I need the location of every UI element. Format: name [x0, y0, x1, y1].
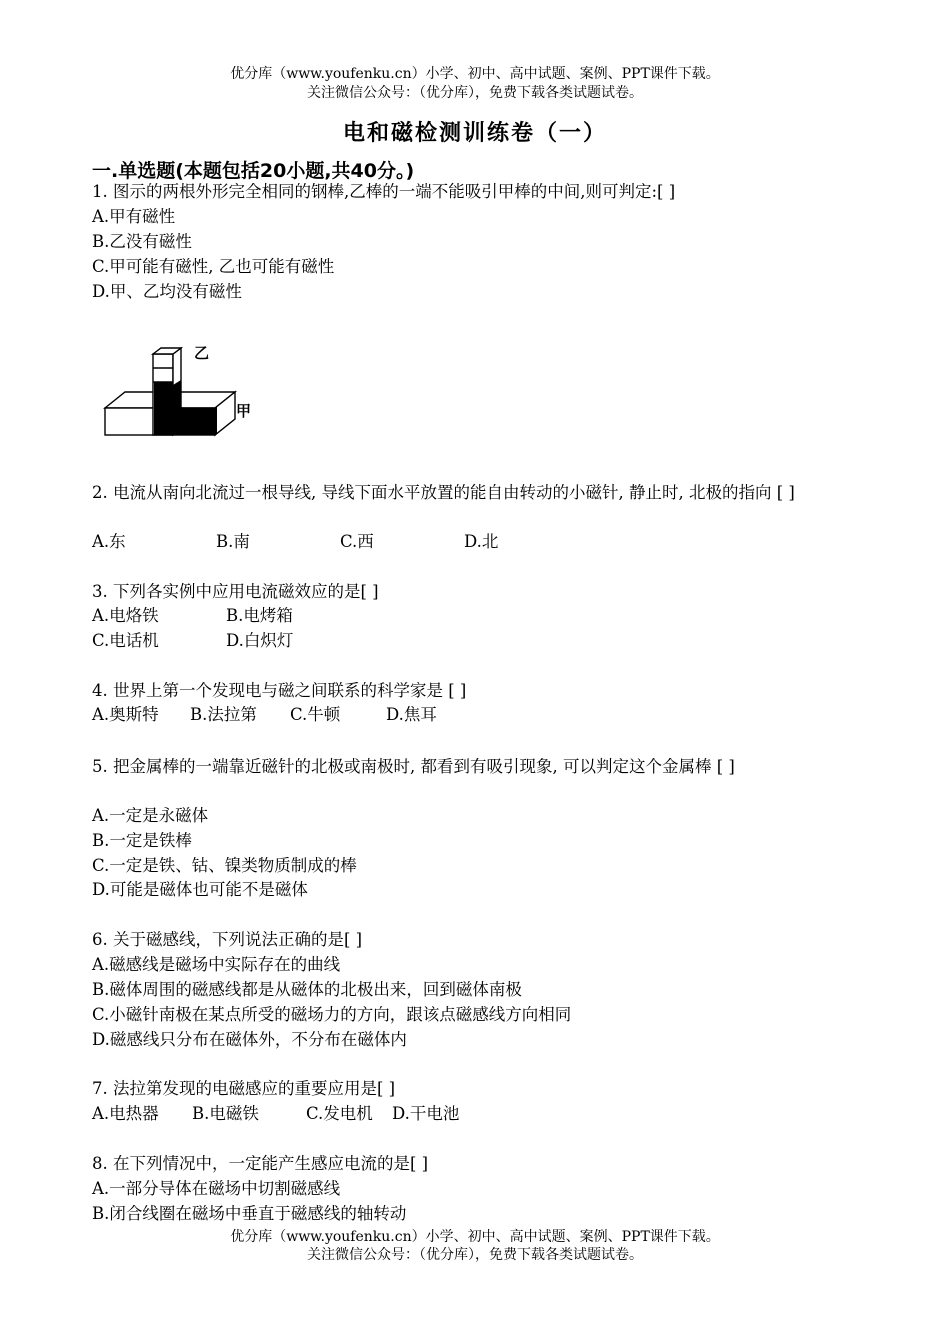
label-yi: 乙: [194, 344, 210, 362]
question-3-stem: 3. 下列各实例中应用电流磁效应的是[ ]: [92, 582, 379, 601]
question-2-option-d: D.北: [464, 532, 499, 551]
question-3-option-b: B.电烤箱: [226, 606, 293, 625]
question-2-option-b: B.南: [216, 532, 250, 551]
question-5-stem: 5. 把金属棒的一端靠近磁针的北极或南极时, 都看到有吸引现象, 可以判定这个金属棒 [ ]: [92, 757, 735, 776]
footer-line-1: 优分库（www.youfenku.cn）小学、初中、高中试题、案例、PPT课件下载。: [230, 1229, 720, 1245]
section-heading: 一.单选题(本题包括20小题,共40分。): [92, 160, 415, 182]
question-6-option-d: D.磁感线只分布在磁体外，不分布在磁体内: [92, 1030, 407, 1049]
question-4-options: [92, 704, 437, 726]
question-7-option-c: C.发电机: [306, 1104, 373, 1123]
question-2-option-a: A.东: [92, 532, 126, 551]
question-7-options: [92, 1103, 459, 1125]
question-3-options-row1: [92, 605, 293, 627]
question-6-option-c: C.小磁针南极在某点所受的磁场力的方向，跟该点磁感线方向相同: [92, 1005, 572, 1024]
question-8-option-a: A.一部分导体在磁场中切割磁感线: [92, 1179, 341, 1198]
question-4-option-b: B.法拉第: [190, 705, 257, 724]
question-1-option-a: A.甲有磁性: [92, 207, 176, 226]
question-2-option-c: C.西: [340, 532, 374, 551]
question-8-stem: 8. 在下列情况中，一定能产生感应电流的是[ ]: [92, 1154, 429, 1173]
bar-jia-dark: [160, 408, 215, 435]
question-5-option-d: D.可能是磁体也可能不是磁体: [92, 880, 308, 899]
question-3-options-row2: [92, 630, 293, 652]
question-1-stem: 1. 图示的两根外形完全相同的钢棒,乙棒的一端不能吸引甲棒的中间,则可判定:[ ]: [92, 182, 676, 201]
question-4-option-d: D.焦耳: [386, 705, 437, 724]
question-2-stem: 2. 电流从南向北流过一根导线, 导线下面水平放置的能自由转动的小磁针, 静止时, 北极的指向 [ ]: [92, 483, 795, 502]
bar-jia-side-dark: [215, 406, 217, 435]
question-1-option-d: D.甲、乙均没有磁性: [92, 282, 242, 301]
question-2-options: [92, 531, 498, 553]
page-title: 电和磁检测训练卷（一）: [342, 120, 607, 146]
question-6-option-b: B.磁体周围的磁感线都是从磁体的北极出来，回到磁体南极: [92, 980, 522, 999]
question-5-option-b: B.一定是铁棒: [92, 831, 192, 850]
question-3-option-a: A.电烙铁: [92, 606, 159, 625]
label-jia: 甲: [236, 402, 252, 420]
question-7-option-a: A.电热器: [92, 1104, 159, 1123]
question-6-option-a: A.磁感线是磁场中实际存在的曲线: [92, 955, 341, 974]
question-6-stem: 6. 关于磁感线，下列说法正确的是[ ]: [92, 930, 363, 949]
question-4-option-c: C.牛顿: [290, 705, 341, 724]
question-7-option-d: D.干电池: [392, 1104, 460, 1123]
header-line-1: 优分库（www.youfenku.cn）小学、初中、高中试题、案例、PPT课件下载。: [230, 66, 720, 82]
magnet-bars-figure: [100, 340, 270, 440]
question-3-option-d: D.白炽灯: [226, 631, 294, 650]
question-3-option-c: C.电话机: [92, 631, 159, 650]
question-4-stem: 4. 世界上第一个发现电与磁之间联系的科学家是 [ ]: [92, 681, 467, 700]
question-7-option-b: B.电磁铁: [192, 1104, 259, 1123]
question-5-option-a: A.一定是永磁体: [92, 806, 209, 825]
question-1-option-b: B.乙没有磁性: [92, 232, 192, 251]
header-line-2: 关注微信公众号：（优分库），免费下载各类试题试卷。: [307, 85, 643, 101]
question-1-option-c: C.甲可能有磁性, 乙也可能有磁性: [92, 257, 335, 276]
question-5-option-c: C.一定是铁、钴、镍类物质制成的棒: [92, 856, 357, 875]
question-4-option-a: A.奥斯特: [92, 705, 159, 724]
footer-line-2: 关注微信公众号：（优分库），免费下载各类试题试卷。: [307, 1247, 643, 1263]
question-8-option-b: B.闭合线圈在磁场中垂直于磁感线的轴转动: [92, 1204, 407, 1223]
question-7-stem: 7. 法拉第发现的电磁感应的重要应用是[ ]: [92, 1079, 396, 1098]
